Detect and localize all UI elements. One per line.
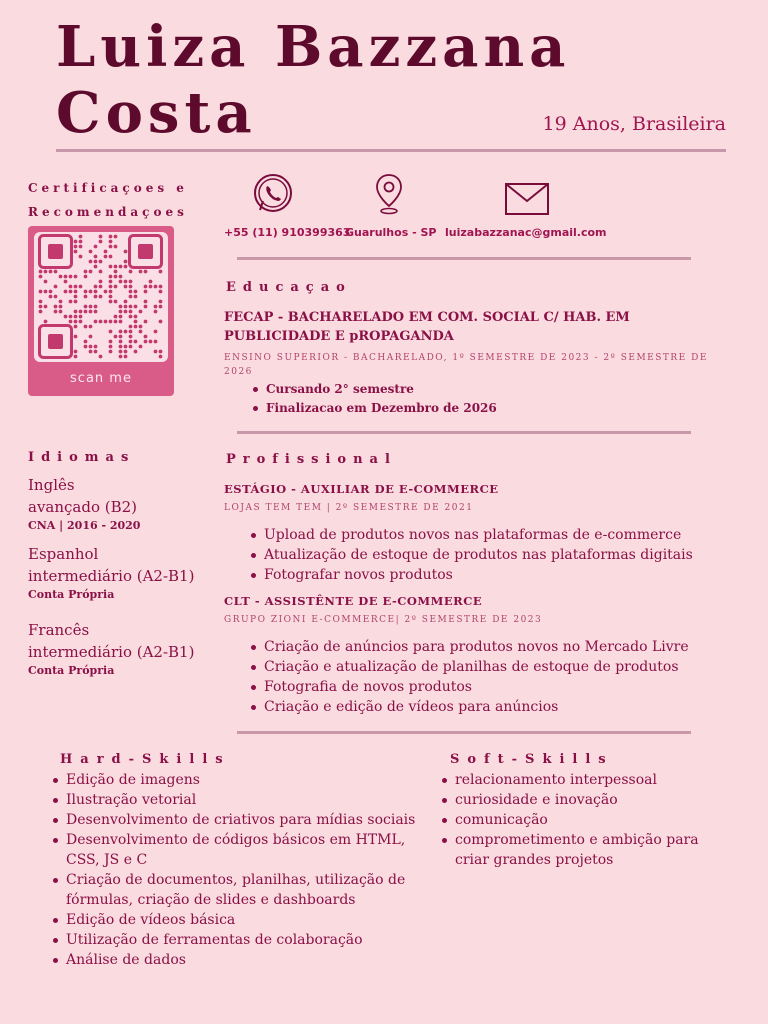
language-name: Inglês [28, 476, 75, 494]
education-school: FECAP - BACHARELADO EM COM. SOCIAL C/ HAB. EM PUBLICIDADE E pROPAGANDA [224, 310, 630, 344]
soft-skills-title: Soft-Skills [450, 752, 614, 767]
header-divider [56, 149, 726, 152]
list-item: Upload de produtos novos nas plataformas de e-commerce [246, 525, 693, 545]
language-name: Espanhol [28, 545, 99, 563]
education-title: Educaçao [226, 280, 352, 295]
job-duties-2 [246, 637, 689, 717]
certifications-title-line-1: Certificaçoes e [28, 181, 188, 195]
language-level: intermediário (A2-B1) [28, 567, 195, 585]
phone-number[interactable]: +55 (11) 910399363 [224, 226, 351, 239]
contact-divider [237, 257, 691, 260]
qr-code-icon [34, 232, 168, 362]
list-item: Ilustração vetorial [48, 790, 418, 810]
education-list [248, 380, 497, 418]
list-item: Criação e edição de vídeos para anúncios [246, 697, 689, 717]
job-company-2: GRUPO ZIONI E-COMMERCE| 2º SEMESTRE DE 2023 [224, 615, 543, 625]
location-text: Guarulhos - SP [345, 226, 437, 239]
mail-icon[interactable] [504, 182, 550, 220]
name-line-2: Costa [56, 80, 257, 146]
email-address[interactable]: luizabazzanac@gmail.com [445, 226, 607, 239]
list-item: Cursando 2° semestre [248, 380, 497, 399]
job-company-1: LOJAS TEM TEM | 2º SEMESTRE DE 2021 [224, 503, 474, 513]
language-source: CNA | 2016 - 2020 [28, 519, 141, 532]
language-name: Francês [28, 621, 90, 639]
age-nationality: 19 Anos, Brasileira [542, 113, 726, 135]
list-item: comunicação [437, 810, 737, 830]
scan-me-label: scan me [70, 371, 132, 386]
location-pin-icon [374, 172, 404, 220]
language-level: avançado (B2) [28, 498, 138, 516]
list-item: Edição de vídeos básica [48, 910, 418, 930]
list-item: comprometimento e ambição para criar grandes projetos [437, 830, 737, 870]
language-source: Conta Própria [28, 588, 115, 601]
language-source: Conta Própria [28, 664, 115, 677]
job-title-1: ESTÁGIO - AUXILIAR DE E-COMMERCE [224, 482, 499, 496]
list-item: Criação de anúncios para produtos novos no Mercado Livre [246, 637, 689, 657]
professional-title: Profissional [226, 452, 397, 467]
list-item: Finalizacao em Dezembro de 2026 [248, 399, 497, 418]
list-item: Utilização de ferramentas de colaboração [48, 930, 418, 950]
list-item: Fotografar novos produtos [246, 565, 693, 585]
job-title-2: CLT - ASSISTÊNTE DE E-COMMERCE [224, 594, 483, 608]
professional-divider [237, 731, 691, 734]
list-item: Fotografia de novos produtos [246, 677, 689, 697]
language-level: intermediário (A2-B1) [28, 643, 195, 661]
list-item: curiosidade e inovação [437, 790, 737, 810]
education-divider [237, 431, 691, 434]
list-item: Desenvolvimento de códigos básicos em HTML, CSS, JS e C [48, 830, 418, 870]
list-item: Atualização de estoque de produtos nas plataformas digitais [246, 545, 693, 565]
soft-skills-list [437, 770, 737, 870]
qr-code-graphic [34, 232, 168, 362]
hard-skills-list [48, 770, 418, 970]
list-item: Análise de dados [48, 950, 418, 970]
name-line-1: Luiza Bazzana [56, 14, 571, 80]
list-item: relacionamento interpessoal [437, 770, 737, 790]
language-english [28, 474, 218, 534]
certifications-title-line-2: Recomendaçoes [28, 205, 188, 219]
list-item: Criação de documentos, planilhas, utilização de fórmulas, criação de slides e dashboards [48, 870, 418, 910]
hard-skills-title: Hard-Skills [60, 752, 231, 767]
list-item: Edição de imagens [48, 770, 418, 790]
language-spanish [28, 543, 218, 603]
qr-code-card[interactable] [28, 226, 174, 396]
languages-title: Idiomas [28, 450, 136, 465]
list-item: Criação e atualização de planilhas de estoque de produtos [246, 657, 689, 677]
whatsapp-icon[interactable] [251, 172, 297, 220]
candidate-name [56, 14, 576, 146]
education-subtitle: ENSINO SUPERIOR - BACHARELADO, 1º SEMESTRE DE 2023 - 2º SEMESTRE DE 2026 [224, 353, 708, 377]
list-item: Desenvolvimento de criativos para mídias sociais [48, 810, 418, 830]
language-french [28, 619, 218, 679]
certifications-title [28, 176, 218, 224]
job-duties-1 [246, 525, 693, 585]
